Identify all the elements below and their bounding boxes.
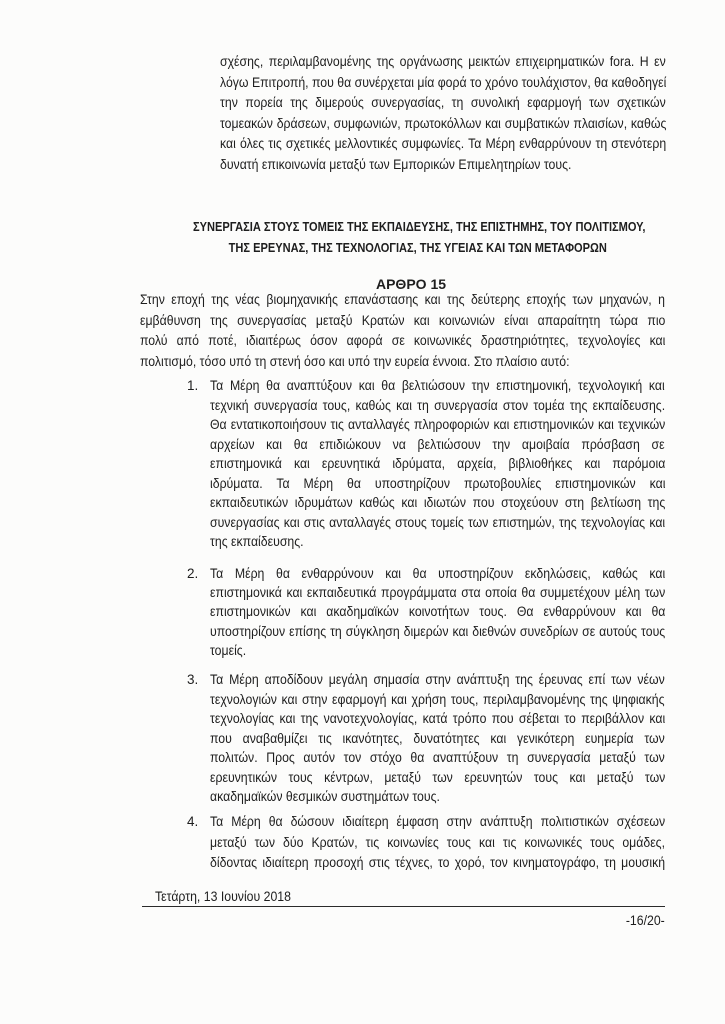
text-line: [210, 396, 665, 416]
text-line: [210, 474, 665, 494]
text-line-content: τεχνική συνεργασία τους, καθώς και τη συνεργασία στον τομέα της εκπαίδευσης.: [210, 397, 666, 413]
text-line-content: σχέσης, περιλαμβανομένης της οργάνωσης μεικτών επιχειρηματικών fora. Η εν: [220, 54, 666, 69]
list-item-1: [187, 376, 665, 552]
text-line-content: ερευνητικών τους κέντρων, μεταξύ των ερευνητών τους και μεταξύ των: [210, 769, 666, 785]
text-line: [210, 768, 665, 788]
text-line: [210, 513, 665, 533]
item-number: 3.: [187, 672, 199, 687]
heading-line-content: ΣΥΝΕΡΓΑΣΙΑ ΣΤΟΥΣ ΤΟΜΕΙΣ ΤΗΣ ΕΚΠΑΙΔΕΥΣΗΣ, ΤΗΣ ΕΠΙΣΤΗΜΗΣ, ΤΟΥ ΠΟΛΙΤΙΣΜΟΥ,: [193, 220, 646, 234]
list-item-4: [187, 812, 665, 874]
text-line: [210, 454, 665, 474]
text-line-content: επιστημονικά και εκπαιδευτικά προγράμματα στα οποία θα συμμετέχουν μέλη των: [210, 585, 666, 601]
text-line: [220, 73, 666, 94]
text-line-content: πολιτισμό, τόσο υπό τη στενή όσο και υπό την ευρεία έννοια. Στο πλαίσιο αυτό:: [140, 353, 570, 369]
footer-date: [155, 887, 455, 907]
text-line: [140, 290, 665, 311]
text-line-content: δυνατή επικοινωνία μεταξύ των Εμπορικών Επιμελητηρίων τους.: [220, 156, 572, 172]
text-line-content: τομείς.: [210, 642, 247, 658]
text-line-content: πολιτών. Προς αυτόν τον στόχο θα αναπτύξουν τη συνεργασία μεταξύ των: [210, 750, 665, 765]
text-line: [220, 52, 666, 73]
footer-date-block: [155, 887, 455, 907]
text-line: [210, 812, 665, 833]
text-line-content: δίδοντας ιδιαίτερη προσοχή στις τέχνες, το χορό, τον κινηματογράφο, τη μουσική: [210, 855, 666, 870]
text-line-content: τομεακών δράσεων, συμφωνιών, πρωτοκόλλων και συμβατικών πλαισίων, καθώς: [220, 115, 667, 131]
item-number: 4.: [187, 814, 199, 829]
item-text: [210, 812, 665, 874]
text-line: [210, 532, 665, 552]
list-item-3: [187, 670, 665, 807]
text-line-content: Τα Μέρη θα δώσουν ιδιαίτερη έμφαση στην ανάπτυξη πολιτιστικών σχέσεων: [210, 814, 666, 829]
text-line: [210, 602, 665, 621]
text-line-content: Στην εποχή της νέας βιομηχανικής επανάστασης και της δεύτερης εποχής των μηχανών, η: [140, 292, 665, 307]
text-line: [210, 493, 665, 513]
text-line: [210, 622, 665, 641]
text-line-content: υποστηρίζουν επίσης τη σύγκληση διμερών και διεθνών συνεδρίων σε αυτούς τους: [210, 623, 666, 639]
intro-paragraph: [140, 290, 665, 372]
text-line: [210, 564, 665, 583]
text-line-content: μεταξύ των δύο Κρατών, τις κοινωνίες τους και τις κοινωνικές τους ομάδες,: [210, 834, 666, 850]
text-line: [140, 311, 665, 332]
text-line-content: εμβάθυνση της συνεργασίας μεταξύ Κρατών και κοινωνιών είναι απαραίτητη τώρα πιο: [140, 312, 666, 328]
text-line: [220, 155, 666, 176]
text-line-content: Τα Μέρη θα ενθαρρύνουν και θα υποστηρίζουν εκδηλώσεις, καθώς και: [210, 566, 666, 581]
text-line-content: την πορεία της διμερούς συνεργασίας, τη συνολική εφαρμογή των σχετικών: [220, 95, 666, 111]
text-line-content: πολύ από ποτέ, ιδιαιτέρως όσον αφορά σε κοινωνικές δραστηριότητες, τεχνολογίες και: [140, 333, 666, 348]
item-number: 2.: [187, 566, 199, 581]
text-line: [210, 748, 665, 768]
text-line-content: ακαδημαϊκών θεσμικών συστημάτων τους.: [210, 789, 440, 804]
text-line-content: Θα εντατικοποιήσουν τις ανταλλαγές πληροφοριών και επιστημονικών και τεχνικών: [210, 417, 666, 432]
text-line: [210, 583, 665, 602]
continuation-paragraph: [220, 52, 666, 176]
heading-line: [193, 217, 645, 238]
text-line: [210, 787, 665, 807]
text-line-content: εκπαιδευτικών ιδρυμάτων καθώς και ιδιωτών που στοχεύουν στη βελτίωση της: [210, 495, 666, 510]
text-line: [140, 331, 665, 352]
text-line-content: συνεργασίας και στις ανταλλαγές στους τομείς των επιστημών, της τεχνολογίας και: [210, 514, 666, 530]
text-line-content: που αναβαθμίζει τις ικανότητες, δυνατότητες και γενικότερη ευημερία των: [210, 730, 665, 746]
text-line: [210, 415, 665, 435]
text-line-content: και όλες τις σχετικές μελλοντικές συμφωνίες. Τα Μέρη ενθαρρύνουν τη στενότερη: [220, 136, 667, 152]
item-number: 1.: [187, 378, 199, 393]
page-number: [565, 911, 665, 931]
text-line-content: επιστημονικών και ακαδημαϊκών κοινοτήτων τους. Θα ενθαρρύνουν και θα: [210, 604, 666, 620]
text-line: [220, 93, 666, 114]
text-line-content: ιδρύματα. Τα Μέρη θα υποστηρίζουν πρωτοβουλίες επιστημονικών και: [210, 475, 666, 491]
text-line: [210, 435, 665, 455]
text-line: [210, 709, 665, 729]
text-line-content: αρχείων και θα επιδιώκουν να βελτιώσουν την αμοιβαία πρόσβαση σε: [210, 436, 665, 452]
text-line: [210, 670, 665, 690]
item-text: [210, 670, 665, 807]
text-line: [210, 690, 665, 710]
text-line: [220, 114, 666, 135]
text-line-content: τεχνολογιών και στην εφαρμογή και χρήση τους, περιλαμβανομένης της ψηφιακής: [210, 691, 665, 707]
text-line-content: της εκπαίδευσης.: [210, 534, 304, 549]
text-line-content: Τα Μέρη αποδίδουν μεγάλη σημασία στην ανάπτυξη της έρευνας επί των νέων: [210, 672, 665, 687]
text-line-content: τεχνολογίας και της νανοτεχνολογίας, κατά τρόπο που σέβεται το περιβάλλον και: [210, 711, 666, 726]
text-line: [210, 641, 665, 660]
text-line: [210, 833, 665, 854]
heading-line-content: ΤΗΣ ΕΡΕΥΝΑΣ, ΤΗΣ ΤΕΧΝΟΛΟΓΙΑΣ, ΤΗΣ ΥΓΕΙΑΣ ΚΑΙ ΤΩΝ ΜΕΤΑΦΟΡΩΝ: [228, 241, 607, 255]
text-line: [210, 376, 665, 396]
section-heading: [0, 217, 725, 259]
footer-rule: [142, 906, 665, 907]
heading-line: [140, 238, 695, 259]
text-line: [140, 352, 665, 373]
item-text: [210, 564, 665, 660]
page-number-text: -16/20-: [626, 913, 665, 928]
page-number-block: [565, 911, 665, 931]
text-line-content: επιστημονικά και ερευνητικά ιδρύματα, αρχεία, βιβλιοθήκες και παρόμοια: [210, 456, 666, 471]
text-line: [220, 134, 666, 155]
list-item-2: [187, 564, 665, 660]
item-text: [210, 376, 665, 552]
article-title: ΑΡΘΡΟ 15: [375, 276, 447, 292]
text-line: [210, 729, 665, 749]
text-line-content: Τα Μέρη θα αναπτύξουν και θα βελτιώσουν την επιστημονική, τεχνολογική και: [210, 378, 665, 393]
text-line-content: λόγω Επιτροπή, που θα συνέρχεται μία φορά το χρόνο τουλάχιστον, θα καθοδηγεί: [220, 74, 667, 90]
footer-date-text: Τετάρτη, 13 Ιουνίου 2018: [155, 889, 291, 904]
text-line: [210, 853, 665, 874]
